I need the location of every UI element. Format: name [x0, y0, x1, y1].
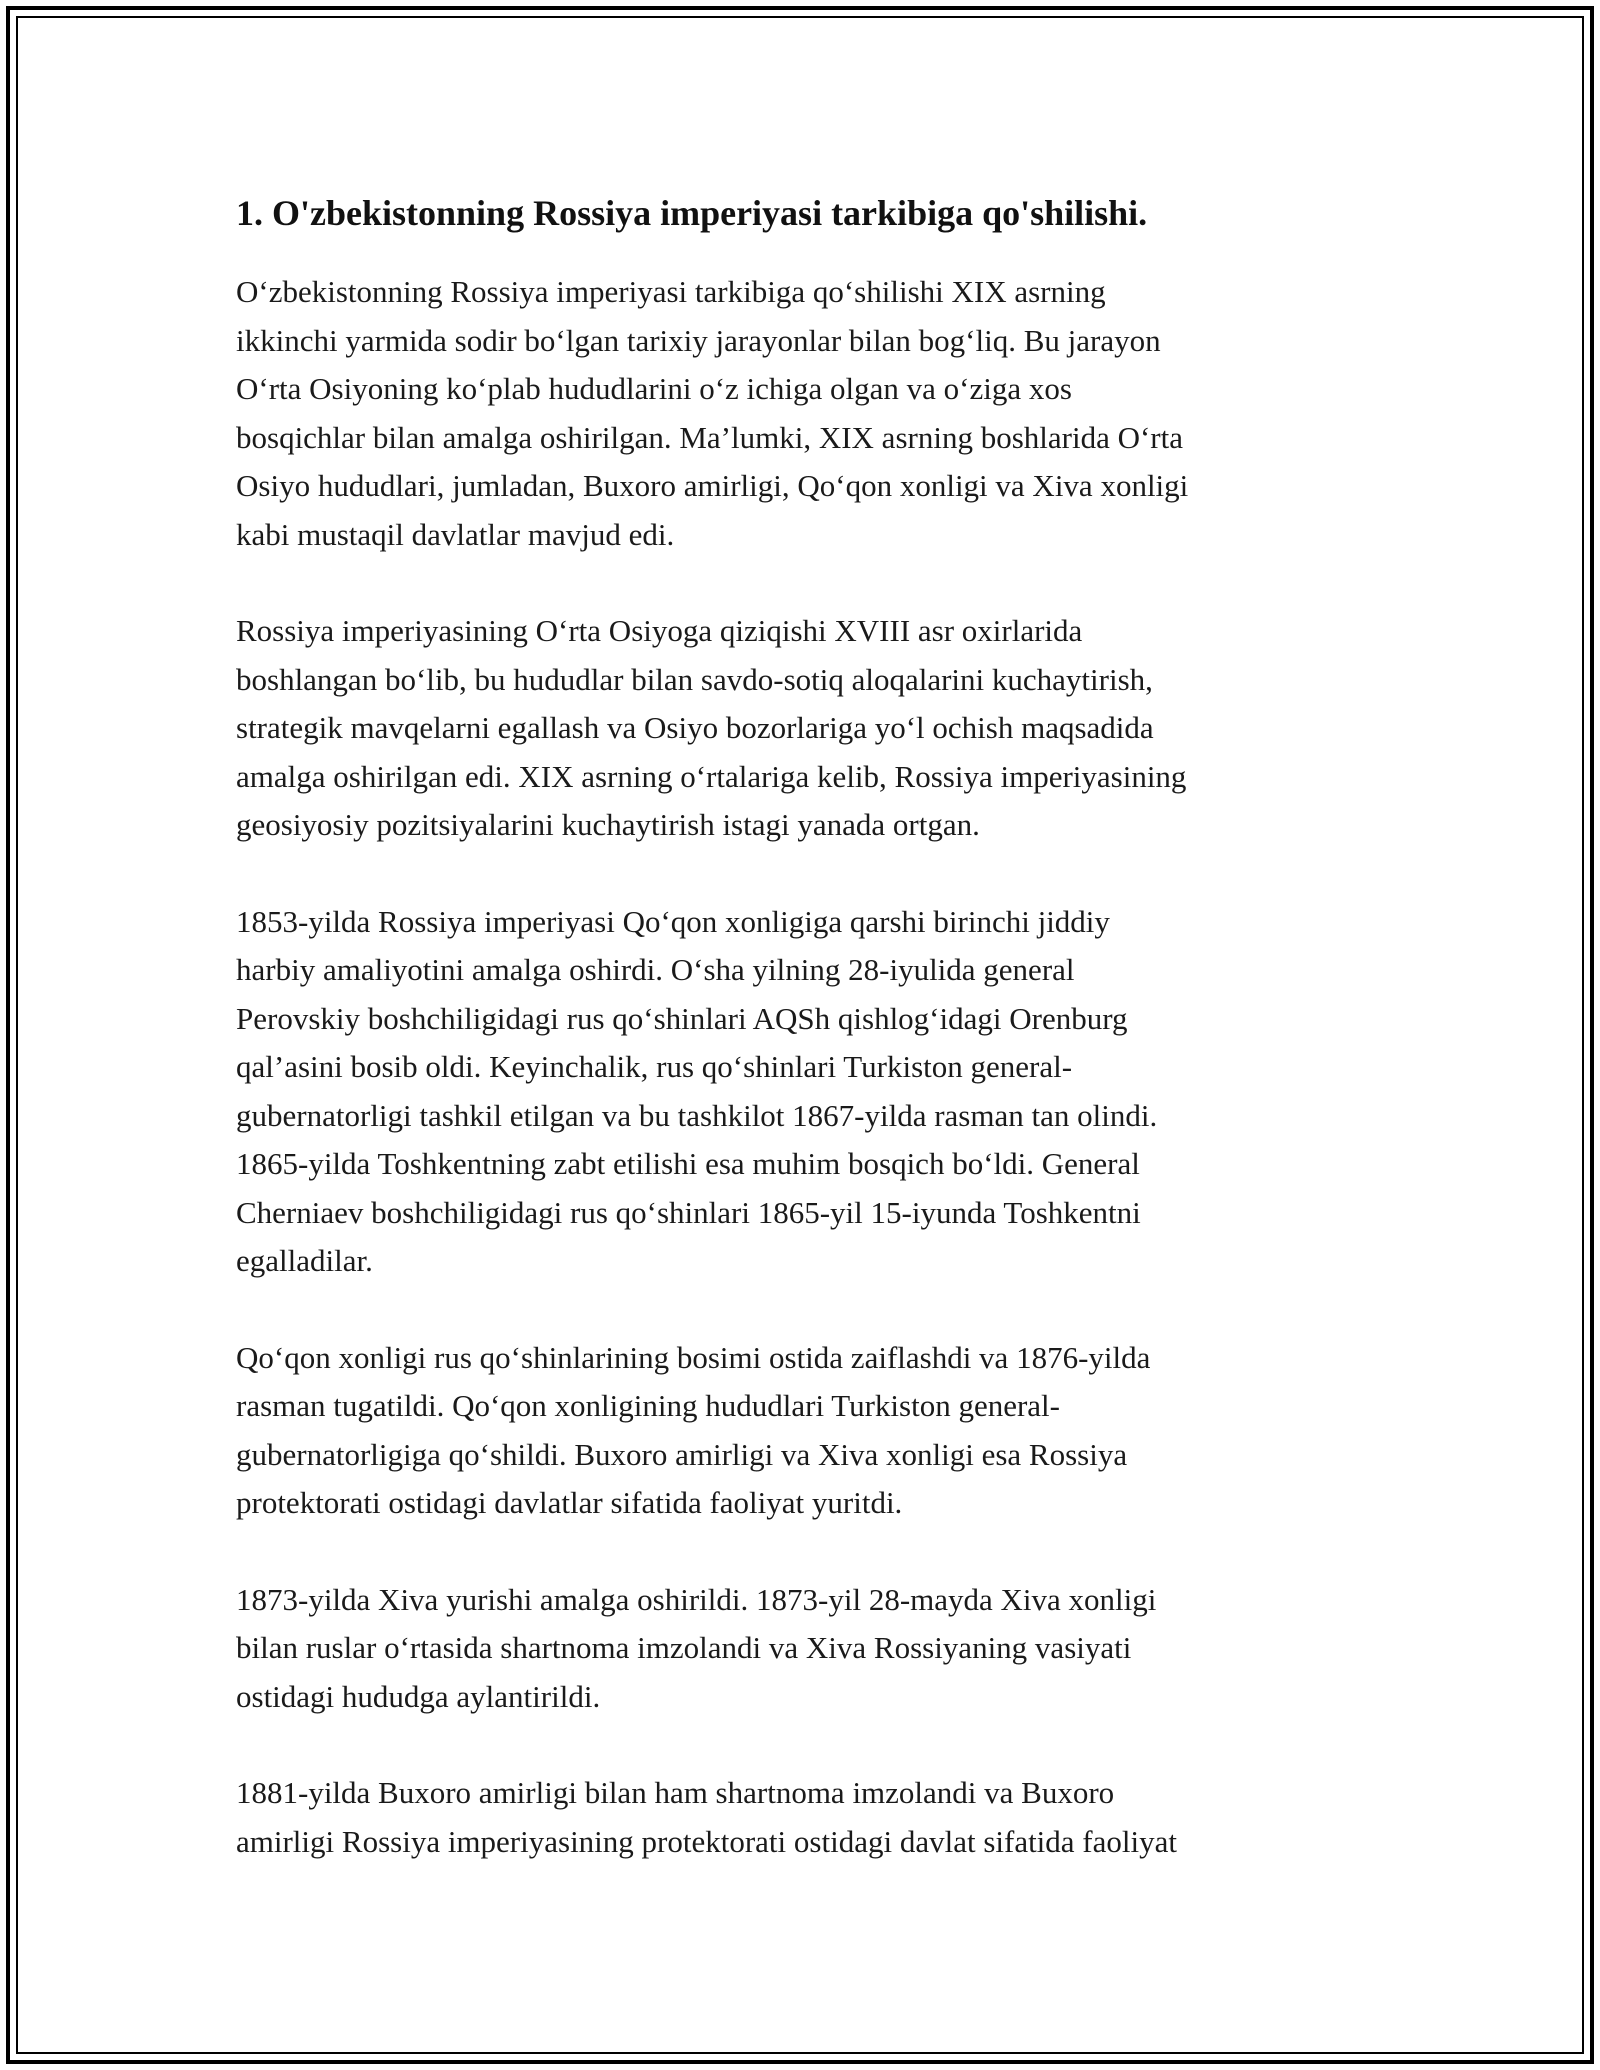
paragraph-1: O‘zbekistonning Rossiya imperiyasi tarkibiga qo‘shilishi XIX asrning ikkinchi yarmida sodir bo‘lgan tarixiy jarayonlar bilan bog‘liq. Bu jarayon O‘rta Osiyoning ko‘plab hududlarini o‘z ichiga olgan va o‘ziga xos bosqichlar bilan amalga oshirilgan. Ma’lumki, XIX asrning boshlarida O‘rta Osiyo hududlari, jumladan, Buxoro amirligi, Qo‘qon xonligi va Xiva xonligi kabi mustaqil davlatlar mavjud edi. — [236, 274, 1189, 552]
paragraph-2: Rossiya imperiyasining O‘rta Osiyoga qiziqishi XVIII asr oxirlarida boshlangan bo‘lib, bu hududlar bilan savdo-sotiq aloqalarini kuchaytirish, strategik mavqelarni egallash va Osiyo bozorlariga yo‘l ochish maqsadida amalga oshirilgan edi. XIX asrning o‘rtalariga kelib, Rossiya imperiyasining geosiyosiy pozitsiyalarini kuchaytirish istagi yanada ortgan. — [236, 613, 1187, 842]
paragraph-3: 1853-yilda Rossiya imperiyasi Qo‘qon xonligiga qarshi birinchi jiddiy harbiy amaliyotini amalga oshirdi. O‘sha yilning 28-iyulida general Perovskiy boshchiligidagi rus qo‘shinlari AQSh qishlog‘idagi Orenburg qal’asini bosib oldi. Keyinchalik, rus qo‘shinlari Turkiston general- gubernatorligi tashkil etilgan va bu tashkilot 1867-yilda rasman tan olindi. 1865-yilda Toshkentning zabt etilishi esa muhim bosqich bo‘ldi. General Cherniaev boshchiligidagi rus qo‘shinlari 1865-yil 15-iyunda Toshkentni egalladilar. — [236, 903, 1158, 1278]
document-body — [236, 188, 1376, 1914]
paragraph-4: Qo‘qon xonligi rus qo‘shinlarining bosimi ostida zaiflashdi va 1876-yilda rasman tugatildi. Qo‘qon xonligining hududlari Turkiston general- gubernatorligiga qo‘shildi. Buxoro amirligi va Xiva xonligi esa Rossiya protektorati ostidagi davlatlar sifatida faoliyat yuritdi. — [236, 1339, 1151, 1520]
paragraph-6: 1881-yilda Buxoro amirligi bilan ham shartnoma imzolandi va Buxoro amirligi Rossiya imperiyasining protektorati ostidagi davlat sifatida faoliyat — [236, 1775, 1177, 1859]
section-heading: 1. O'zbekistonning Rossiya imperiyasi tarkibiga qo'shilishi. — [236, 193, 1148, 233]
paragraph-5: 1873-yilda Xiva yurishi amalga oshirildi. 1873-yil 28-mayda Xiva xonligi bilan ruslar o‘rtasida shartnoma imzolandi va Xiva Rossiyaning vasiyati ostidagi hududga aylantirildi. — [236, 1581, 1157, 1714]
